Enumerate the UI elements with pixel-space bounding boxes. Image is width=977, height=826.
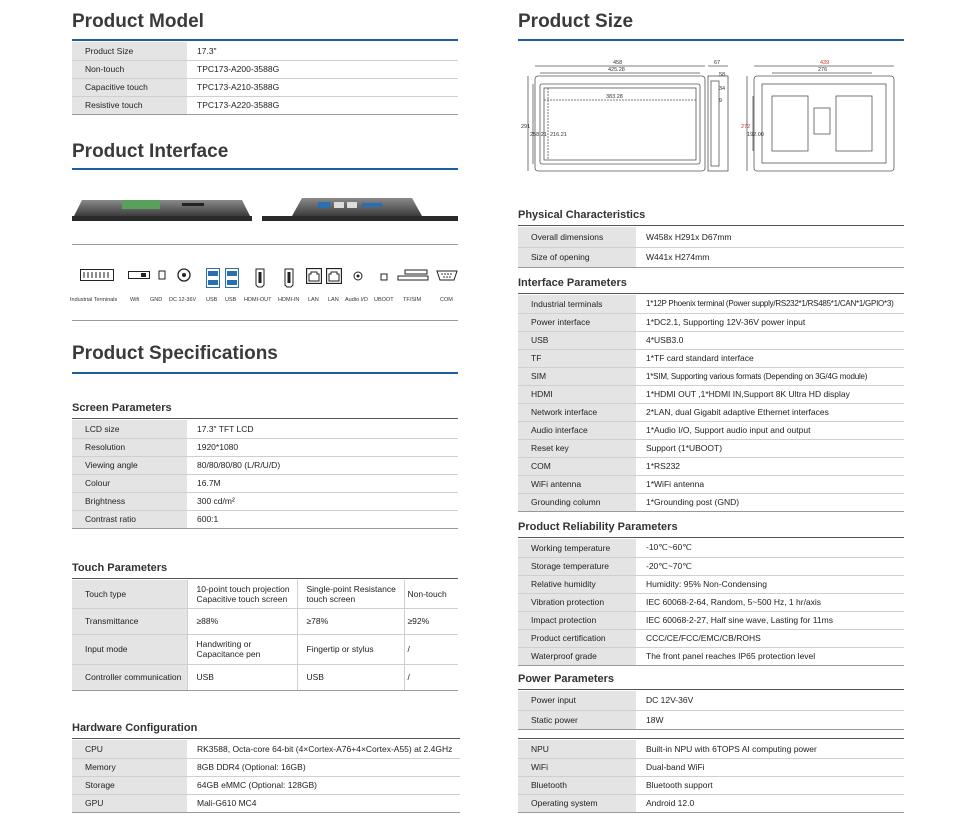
table-row: Touch type 10-point touch projection Capacitive touch screen Single-point Resistance touch screen Non-touch xyxy=(72,580,458,608)
port-label: Audio I/O xyxy=(345,297,368,303)
table-row: Memory 8GB DDR4 (Optional: 16GB) xyxy=(72,758,460,776)
product-specifications-title: Product Specifications xyxy=(72,343,278,364)
dim-side-b: 34 xyxy=(719,86,726,92)
ground-icon xyxy=(156,268,168,286)
port-label: LAN xyxy=(308,297,319,303)
touch-parameters-rule xyxy=(72,578,458,579)
lan-icon xyxy=(306,268,322,289)
interface-divider xyxy=(72,244,458,245)
product-interface-title: Product Interface xyxy=(72,141,229,162)
table-row: Viewing angle 80/80/80/80 (L/R/U/D) xyxy=(72,456,458,474)
hdmi-icon xyxy=(284,268,294,293)
table-row: Waterproof grade The front panel reaches IP65 protection level xyxy=(518,647,904,665)
interface-parameters-rule xyxy=(518,293,904,294)
physical-characteristics-rule xyxy=(518,225,904,226)
port-label: Industrial Terminals xyxy=(70,297,118,303)
hardware-configuration-rule-right xyxy=(518,738,904,739)
interface-divider xyxy=(72,320,458,321)
table-row: WiFi Dual-band WiFi xyxy=(518,758,904,776)
dim-front-w-active: 383.28 xyxy=(606,94,623,100)
touch-parameters-table xyxy=(72,580,458,691)
port-label: HDMI-OUT xyxy=(244,297,272,303)
hardware-right-table xyxy=(518,740,904,813)
table-row: Working temperature -10℃~60℃ xyxy=(518,539,904,557)
port-label: LAN xyxy=(328,297,339,303)
table-row: Power input DC 12V-36V xyxy=(518,691,904,710)
table-row: Controller communication USB USB / xyxy=(72,664,458,690)
port-label: HDMI-IN xyxy=(278,297,300,303)
touch-parameters-title: Touch Parameters xyxy=(72,562,168,574)
table-row: SIM 1*SIM, Supporting various formats (Depending on 3G/4G module) xyxy=(518,367,904,385)
physical-characteristics-table xyxy=(518,227,904,268)
uboot-button-icon xyxy=(380,268,388,286)
product-model-rule xyxy=(72,39,458,41)
dim-back-h: 272 xyxy=(741,124,751,130)
power-parameters-rule xyxy=(518,689,904,690)
sd-card-slot-icon xyxy=(397,268,429,286)
usb-icon xyxy=(225,268,239,293)
port-label: Wifi xyxy=(130,297,140,303)
power-parameters-title: Power Parameters xyxy=(518,673,614,685)
usb-icon xyxy=(206,268,220,293)
table-row: Resolution 1920*1080 xyxy=(72,438,458,456)
port-label: UBOOT xyxy=(374,297,394,303)
table-row: Resistive touch TPC173-A220-3588G xyxy=(72,96,458,114)
screen-parameters-title: Screen Parameters xyxy=(72,402,172,414)
table-row: COM 1*RS232 xyxy=(518,457,904,475)
dc-power-icon xyxy=(177,268,191,287)
hardware-configuration-title: Hardware Configuration xyxy=(72,722,198,734)
table-row: Vibration protection IEC 60068-2-64, Random, 5~500 Hz, 1 hr/axis xyxy=(518,593,904,611)
dim-side-c: 9 xyxy=(719,98,723,104)
dim-front-h-outer: 291 xyxy=(521,124,531,130)
screen-parameters-rule xyxy=(72,418,458,419)
table-row: Size of opening W441x H274mm xyxy=(518,247,904,267)
interface-ports xyxy=(70,268,462,318)
lan-icon xyxy=(326,268,342,289)
port-label: DC 12-36V xyxy=(169,297,197,303)
dim-front-w-inner: 425.28 xyxy=(608,67,625,73)
reliability-parameters-rule xyxy=(518,537,904,538)
interface-parameters-table xyxy=(518,295,904,512)
device-top-edge-image xyxy=(262,194,458,226)
reliability-parameters-table xyxy=(518,539,904,666)
table-row: Transmittance ≥88% ≥78% ≥92% xyxy=(72,608,458,634)
table-row: TF 1*TF card standard interface xyxy=(518,349,904,367)
table-row: CPU RK3588, Octa-core 64-bit (4×Cortex-A76+4×Cortex-A55) at 2.4GHz xyxy=(72,740,460,758)
port-label: TF/SIM xyxy=(403,297,422,303)
dim-front-h-active: 216.21 xyxy=(550,132,567,138)
table-row: USB 4*USB3.0 xyxy=(518,331,904,349)
terminal-block-icon xyxy=(80,268,114,286)
port-label: COM xyxy=(440,297,453,303)
reliability-parameters-title: Product Reliability Parameters xyxy=(518,521,678,533)
table-row: Reset key Support (1*UBOOT) xyxy=(518,439,904,457)
table-row: Network interface 2*LAN, dual Gigabit adaptive Ethernet interfaces xyxy=(518,403,904,421)
table-row: GPU Mali-G610 MC4 xyxy=(72,794,460,812)
dim-back-w: 439 xyxy=(820,60,830,66)
table-row: Industrial terminals 1*12P Phoenix terminal (Power supply/RS232*1/RS485*1/CAN*1/GPIO*3) xyxy=(518,295,904,313)
table-row: Bluetooth Bluetooth support xyxy=(518,776,904,794)
table-row: Static power 18W xyxy=(518,710,904,729)
port-label: USB xyxy=(206,297,218,303)
table-row: Capacitive touch TPC173-A210-3588G xyxy=(72,78,458,96)
wifi-antenna-icon xyxy=(128,268,150,286)
table-row: Overall dimensions W458x H291x D67mm xyxy=(518,227,904,247)
table-row: Brightness 300 cd/m² xyxy=(72,492,458,510)
table-row: Operating system Android 12.0 xyxy=(518,794,904,812)
port-label: GND xyxy=(150,297,163,303)
hdmi-icon xyxy=(255,268,265,293)
table-row: Power interface 1*DC2.1, Supporting 12V-36V power input xyxy=(518,313,904,331)
screen-parameters-table xyxy=(72,420,458,529)
table-row: Product Size 17.3" xyxy=(72,42,458,60)
table-row: LCD size 17.3" TFT LCD xyxy=(72,420,458,438)
db9-serial-icon xyxy=(436,268,458,286)
table-row: Product certification CCC/CE/FCC/EMC/CB/ROHS xyxy=(518,629,904,647)
dim-back-w2: 276 xyxy=(818,67,828,73)
hardware-left-table xyxy=(72,740,460,813)
table-row: Storage 64GB eMMC (Optional: 128GB) xyxy=(72,776,460,794)
product-size-rule xyxy=(518,39,904,41)
physical-characteristics-title: Physical Characteristics xyxy=(518,209,646,221)
hardware-configuration-rule xyxy=(72,738,460,739)
table-row: Colour 16.7M xyxy=(72,474,458,492)
dim-front-w-outer: 458 xyxy=(613,60,623,66)
product-model-title: Product Model xyxy=(72,11,204,32)
port-label: USB xyxy=(225,297,237,303)
table-row: Non-touch TPC173-A200-3588G xyxy=(72,60,458,78)
product-size-title: Product Size xyxy=(518,11,634,32)
product-interface-rule xyxy=(72,168,458,170)
table-row: Contrast ratio 600:1 xyxy=(72,510,458,528)
dim-front-h-mid: 258.21 xyxy=(530,132,547,138)
table-row: Grounding column 1*Grounding post (GND) xyxy=(518,493,904,511)
table-row: WiFi antenna 1*WiFi antenna xyxy=(518,475,904,493)
product-model-table xyxy=(72,42,458,115)
dim-back-h2: 192.00 xyxy=(747,132,764,138)
table-row: NPU Built-in NPU with 6TOPS AI computing power xyxy=(518,740,904,758)
interface-parameters-title: Interface Parameters xyxy=(518,277,627,289)
table-row: Storage temperature -20℃~70℃ xyxy=(518,557,904,575)
table-row: Input mode Handwriting or Capacitance pen Fingertip or stylus / xyxy=(72,634,458,664)
product-specifications-rule xyxy=(72,372,458,374)
power-parameters-table xyxy=(518,691,904,730)
dim-side-a: 58 xyxy=(719,72,726,78)
table-row: HDMI 1*HDMI OUT ,1*HDMI IN,Support 8K Ultra HD display xyxy=(518,385,904,403)
table-row: Audio interface 1*Audio I/O, Support audio input and output xyxy=(518,421,904,439)
table-row: Impact protection IEC 60068-2-27, Half sine wave, Lasting for 11ms xyxy=(518,611,904,629)
audio-jack-icon xyxy=(353,268,363,286)
table-row: Relative humidity Humidity: 95% Non-Condensing xyxy=(518,575,904,593)
product-size-drawing xyxy=(518,56,904,181)
device-bottom-edge-image xyxy=(72,194,252,226)
dim-side-d: 67 xyxy=(714,60,721,66)
